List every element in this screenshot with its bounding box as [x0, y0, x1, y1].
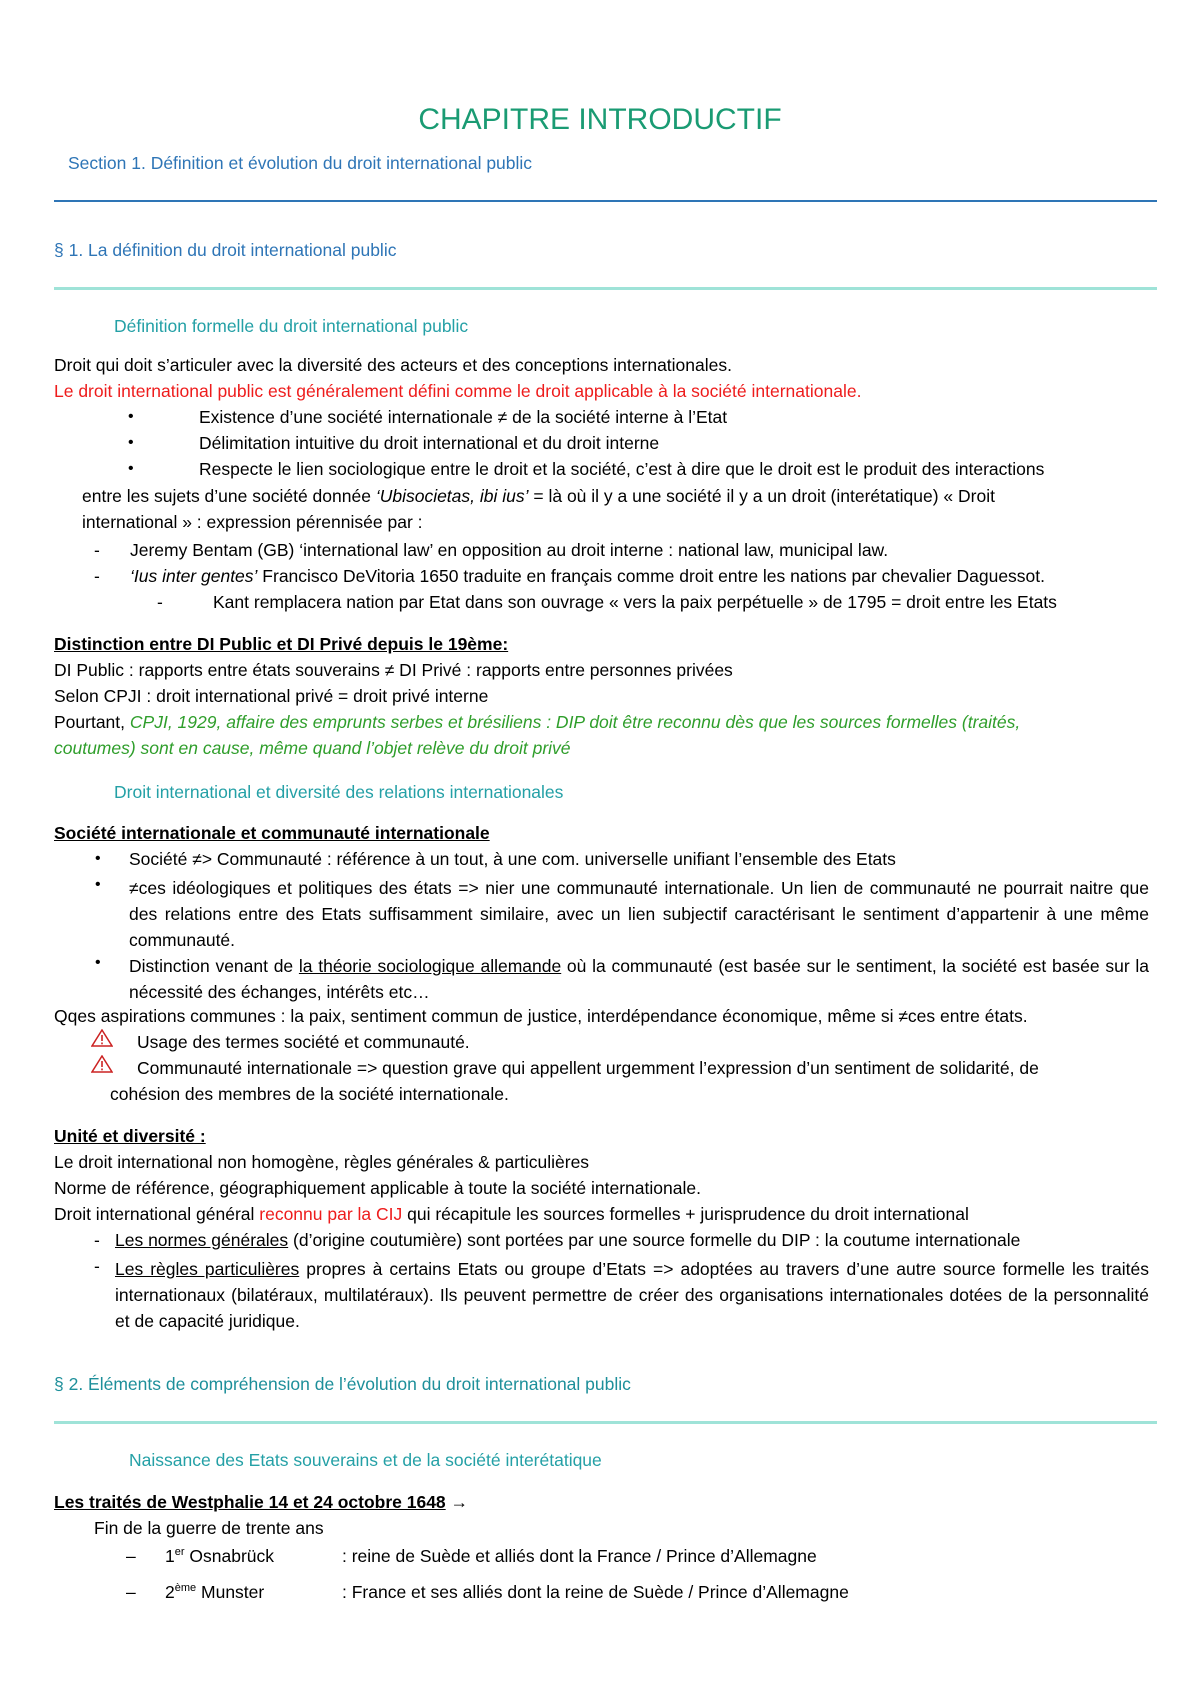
- bullet-marker: •: [95, 954, 101, 971]
- bullet-text: Société ≠> Communauté : référence à un tout, à une com. universelle unifiant l’ensemble des Etats: [129, 849, 896, 869]
- text-line: Fin de la guerre de trente ans: [94, 1518, 324, 1538]
- dash-marker: -: [157, 592, 163, 612]
- bullet-text: Distinction venant de la théorie sociologique allemande où la communauté (est basée sur le sentiment, la société est basée sur la nécessité des échanges, intérêts etc…: [129, 956, 1150, 1002]
- dash-marker: -: [94, 1230, 100, 1250]
- dash-text: ‘Ius inter gentes’ Francisco DeVitoria 1650 traduite en français comme droit entre les nations par chevalier Daguessot.: [130, 566, 1046, 586]
- distinction-heading: Distinction entre DI Public et DI Privé depuis le 19ème:: [54, 634, 509, 654]
- treaty-description: : France et ses alliés dont la reine de Suède / Prince d’Allemagne: [342, 1582, 849, 1602]
- warning-icon: [91, 1029, 113, 1047]
- paragraph-heading-1: § 1. La définition du droit international public: [54, 240, 397, 260]
- text-line: DI Public : rapports entre états souverains ≠ DI Privé : rapports entre personnes privées: [54, 660, 733, 680]
- treaty-name: 2ème Munster: [165, 1582, 265, 1602]
- text-line-red: Le droit international public est généralement défini comme le droit applicable à la société internationale.: [54, 381, 862, 401]
- text-line: Le droit international non homogène, règles générales & particulières: [54, 1152, 590, 1172]
- text-line: Norme de référence, géographiquement applicable à toute la société internationale.: [54, 1178, 701, 1198]
- dash-text: Jeremy Bentam (GB) ‘international law’ en opposition au droit interne : national law, municipal law.: [130, 540, 889, 560]
- warning-text-continuation: cohésion des membres de la société internationale.: [110, 1084, 509, 1104]
- bullet-marker: •: [95, 850, 101, 867]
- treaty-name: 1er Osnabrück: [165, 1546, 274, 1566]
- section-heading: Section 1. Définition et évolution du droit international public: [68, 153, 533, 173]
- text-line: Droit international général reconnu par la CIJ qui récapitule les sources formelles + jurisprudence du droit international: [54, 1204, 969, 1224]
- dash-marker: –: [126, 1582, 136, 1602]
- bullet-continuation: international » : expression pérennisée par :: [82, 512, 423, 532]
- bullet-marker: •: [128, 434, 134, 451]
- bullet-text: ≠ces idéologiques et politiques des états => nier une communauté internationale. Un lien de communauté ne pourrait naitre que des relations entre des Etats suffisamment similaire, avec un lien subjectif caractérisant le sentiment d’appartenir à une même communauté.: [129, 878, 1149, 950]
- chapter-title: CHAPITRE INTRODUCTIF: [418, 103, 782, 136]
- warning-icon: [91, 1055, 113, 1073]
- text-line: Qqes aspirations communes : la paix, sentiment commun de justice, interdépendance économique, même si ≠ces entre états.: [54, 1006, 1028, 1026]
- dash-text: Kant remplacera nation par Etat dans son ouvrage « vers la paix perpétuelle » de 1795 = droit entre les Etats: [213, 592, 1057, 612]
- bullet-text: Délimitation intuitive du droit international et du droit interne: [199, 433, 660, 453]
- subheading-diversity: Droit international et diversité des relations internationales: [114, 782, 564, 802]
- paragraph-heading-2: § 2. Éléments de compréhension de l’évolution du droit international public: [54, 1374, 631, 1394]
- westphalie-heading: Les traités de Westphalie 14 et 24 octobre 1648 →: [54, 1492, 469, 1512]
- subheading-definition: Définition formelle du droit international public: [114, 316, 469, 336]
- bullet-continuation: entre les sujets d’une société donnée ‘Ubisocietas, ibi ius’ = là où il y a une société il y a un droit (interétatique) « Droit: [82, 486, 995, 506]
- subheading-naissance: Naissance des Etats souverains et de la société interétatique: [129, 1450, 602, 1470]
- dash-marker: -: [94, 1256, 100, 1276]
- societe-heading: Société internationale et communauté internationale: [54, 823, 490, 843]
- unite-heading: Unité et diversité :: [54, 1126, 206, 1146]
- dash-text: Les règles particulières propres à certains Etats ou groupe d’Etats => adoptées au travers d’une autre source formelle les traités internationaux (bilatéraux, multilatéraux). Ils peuvent permettre de créer des organisations internationales dotées de la personnalité et de capacité juridique.: [115, 1259, 1149, 1331]
- warning-text: Usage des termes société et communauté.: [137, 1032, 470, 1052]
- bullet-text: Respecte le lien sociologique entre le droit et la société, c’est à dire que le droit est le produit des interactions: [199, 459, 1045, 479]
- paragraph-divider: [54, 287, 1157, 290]
- section-divider: [54, 200, 1157, 202]
- text-line-green: coutumes) sont en cause, même quand l’objet relève du droit privé: [54, 738, 571, 758]
- paragraph-divider: [54, 1421, 1157, 1424]
- treaty-description: : reine de Suède et alliés dont la France / Prince d’Allemagne: [342, 1546, 817, 1566]
- dash-marker: -: [94, 566, 100, 586]
- bullet-marker: •: [128, 408, 134, 425]
- warning-text: Communauté internationale => question grave qui appellent urgemment l’expression d’un sentiment de solidarité, de: [137, 1058, 1039, 1078]
- text-line: Selon CPJI : droit international privé = droit privé interne: [54, 686, 489, 706]
- text-line: Pourtant, CPJI, 1929, affaire des emprunts serbes et brésiliens : DIP doit être reconnu dès que les sources formelles (traités,: [54, 712, 1021, 732]
- bullet-text: Existence d’une société internationale ≠ de la société interne à l’Etat: [199, 407, 728, 427]
- dash-marker: -: [94, 540, 100, 560]
- bullet-marker: •: [128, 460, 134, 477]
- dash-text: Les normes générales (d’origine coutumière) sont portées par une source formelle du DIP : la coutume internationale: [115, 1230, 1021, 1250]
- bullet-marker: •: [95, 876, 101, 893]
- dash-marker: –: [126, 1546, 136, 1566]
- text-line: Droit qui doit s’articuler avec la diversité des acteurs et des conceptions internationales.: [54, 355, 732, 375]
